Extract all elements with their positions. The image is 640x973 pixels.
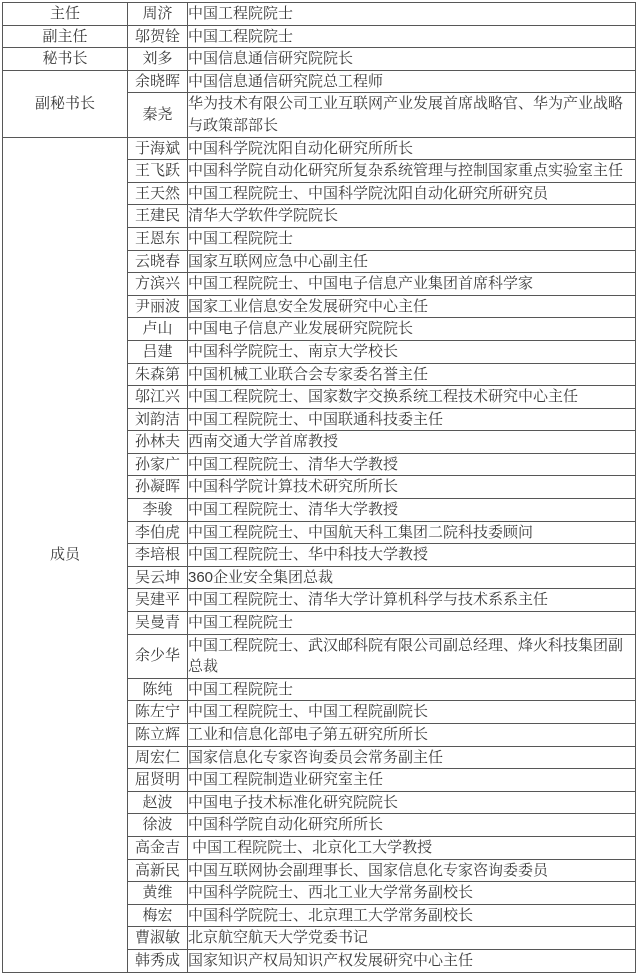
member-name: 邬贺铨 [128, 25, 188, 48]
member-name: 王飞跃 [128, 160, 188, 183]
member-title: 中国信息通信研究院院长 [188, 48, 636, 71]
member-title: 中国工程院院士、中国电子信息产业集团首席科学家 [188, 273, 636, 296]
member-name: 韩秀成 [128, 949, 188, 972]
member-title: 中国科学院院士、西北工业大学常务副校长 [188, 882, 636, 905]
member-name: 李伯虎 [128, 521, 188, 544]
table-row [3, 25, 636, 48]
member-title: 中国工程院院士、国家数字交换系统工程技术研究中心主任 [188, 386, 636, 409]
member-title: 西南交通大学首席教授 [188, 431, 636, 454]
role-cell: 副主任 [3, 25, 128, 48]
member-title: 国家互联网应急中心副主任 [188, 250, 636, 273]
member-title: 中国信息通信研究院总工程师 [188, 70, 636, 93]
member-title: 中国工程院院士、中国联通科技委主任 [188, 408, 636, 431]
member-name: 陈左宁 [128, 701, 188, 724]
member-title: 国家知识产权局知识产权发展研究中心主任 [188, 949, 636, 972]
member-name: 高金吉 [128, 836, 188, 859]
member-name: 陈立辉 [128, 724, 188, 747]
member-title: 中国电子技术标准化研究院院长 [188, 791, 636, 814]
role-cell: 副秘书长 [3, 70, 128, 137]
member-title: 中国工程院院士 [188, 678, 636, 701]
member-title: 中国工程院院士、清华大学教授 [188, 499, 636, 522]
member-title: 中国科学院自动化研究所所长 [188, 814, 636, 837]
member-title: 中国工程院制造业研究室主任 [188, 769, 636, 792]
member-title: 中国科学院计算技术研究所所长 [188, 476, 636, 499]
member-title: 华为技术有限公司工业互联网产业发展首席战略官、华为产业战略与政策部部长 [188, 93, 636, 137]
member-title: 中国电子信息产业发展研究院院长 [188, 318, 636, 341]
role-cell: 主任 [3, 3, 128, 26]
member-name: 刘韵洁 [128, 408, 188, 431]
member-name: 秦尧 [128, 93, 188, 137]
member-name: 高新民 [128, 859, 188, 882]
member-name: 吴云坤 [128, 566, 188, 589]
member-name: 周宏仁 [128, 746, 188, 769]
member-name: 王天然 [128, 182, 188, 205]
member-name: 朱森第 [128, 363, 188, 386]
member-name: 卢山 [128, 318, 188, 341]
committee-table [2, 2, 636, 973]
member-name: 屈贤明 [128, 769, 188, 792]
member-name: 孙凝晖 [128, 476, 188, 499]
member-title: 中国工程院院士、华中科技大学教授 [188, 544, 636, 567]
table-row [3, 3, 636, 26]
committee-table-body [3, 3, 636, 973]
member-name: 尹丽波 [128, 295, 188, 318]
table-row [3, 48, 636, 71]
member-title: 中国机械工业联合会专家委名誉主任 [188, 363, 636, 386]
member-name: 黄维 [128, 882, 188, 905]
member-name: 陈纯 [128, 678, 188, 701]
member-name: 徐波 [128, 814, 188, 837]
member-name: 周济 [128, 3, 188, 26]
member-name: 孙家广 [128, 453, 188, 476]
member-title: 中国工程院院士、中国科学院沈阳自动化研究所研究员 [188, 182, 636, 205]
member-title: 中国工程院院士、北京化工大学教授 [188, 836, 636, 859]
member-name: 邬江兴 [128, 386, 188, 409]
member-name: 于海斌 [128, 137, 188, 160]
member-title: 国家工业信息安全发展研究中心主任 [188, 295, 636, 318]
member-title: 中国工程院院士、清华大学计算机科学与技术系系主任 [188, 589, 636, 612]
member-title: 中国工程院院士、中国工程院副院长 [188, 701, 636, 724]
member-name: 云晓春 [128, 250, 188, 273]
member-name: 方滨兴 [128, 273, 188, 296]
member-name: 吕建 [128, 340, 188, 363]
member-title: 中国工程院院士 [188, 612, 636, 635]
member-title: 中国工程院院士、中国航天科工集团二院科技委顾问 [188, 521, 636, 544]
member-name: 李骏 [128, 499, 188, 522]
member-title: 中国科学院自动化研究所复杂系统管理与控制国家重点实验室主任 [188, 160, 636, 183]
member-name: 曹淑敏 [128, 927, 188, 950]
table-row [3, 70, 636, 93]
member-title: 中国科学院沈阳自动化研究所所长 [188, 137, 636, 160]
member-name: 吴建平 [128, 589, 188, 612]
member-title: 工业和信息化部电子第五研究所所长 [188, 724, 636, 747]
member-name: 余少华 [128, 634, 188, 678]
role-cell: 秘书长 [3, 48, 128, 71]
member-name: 孙林夫 [128, 431, 188, 454]
member-name: 余晓晖 [128, 70, 188, 93]
member-title: 360企业安全集团总裁 [188, 566, 636, 589]
member-title: 中国科学院院士、北京理工大学常务副校长 [188, 904, 636, 927]
member-name: 王恩东 [128, 227, 188, 250]
member-name: 李培根 [128, 544, 188, 567]
member-title: 中国工程院院士 [188, 227, 636, 250]
member-name: 王建民 [128, 205, 188, 228]
role-cell: 成员 [3, 137, 128, 972]
table-row [3, 137, 636, 160]
member-title: 国家信息化专家咨询委员会常务副主任 [188, 746, 636, 769]
member-title: 中国科学院院士、南京大学校长 [188, 340, 636, 363]
member-name: 吴曼青 [128, 612, 188, 635]
member-title: 中国工程院院士、清华大学教授 [188, 453, 636, 476]
member-name: 赵波 [128, 791, 188, 814]
member-name: 梅宏 [128, 904, 188, 927]
member-name: 刘多 [128, 48, 188, 71]
member-title: 北京航空航天大学党委书记 [188, 927, 636, 950]
member-title: 中国互联网协会副理事长、国家信息化专家咨询委委员 [188, 859, 636, 882]
member-title: 中国工程院院士 [188, 3, 636, 26]
member-title: 中国工程院院士 [188, 25, 636, 48]
member-title: 中国工程院院士、武汉邮科院有限公司副总经理、烽火科技集团副总裁 [188, 634, 636, 678]
member-title: 清华大学软件学院院长 [188, 205, 636, 228]
